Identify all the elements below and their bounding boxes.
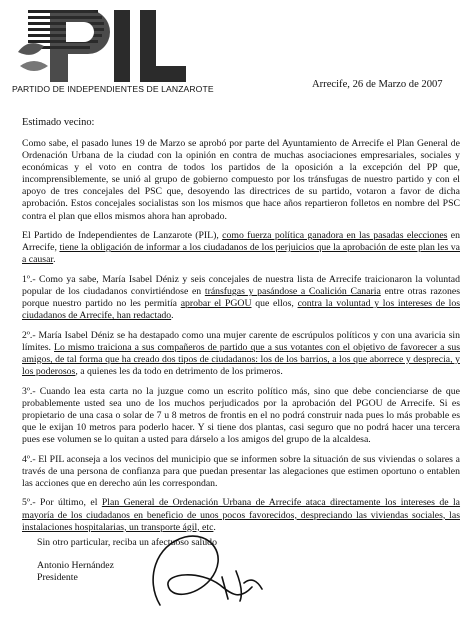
- paragraph-point-5: 5º.- Por último, el Plan General de Ordenación Urbana de Arrecife ataca directamente los intereses de la mayoría de los ciudadanos en beneficio de unos pocos favorecidos, despreciando las viviendas sociales, las instalaciones hospitalarias, un transporte ágil, etc.: [22, 497, 461, 533]
- signer-name: Antonio Hernández: [37, 560, 114, 571]
- paragraph-intro: Como sabe, el pasado lunes 19 de Marzo se aprobó por parte del Ayuntamiento de Arrecife el Plan General de Ordenación Urbana de la ciudad con la opinión en contra de muchas asociaciones empresariales, sociales y económicas y el voto en contra de todos los partidos de la oposición a la excepción del PP que, incomprensiblemente, se unió al grupo de gobierno compuesto por los tránsfugas de nuestro partido y con el apoyo de tres concejales del PSC que, desoyendo las directrices de su partido, votaron a favor de dicha aprobación. Estos concejales socialistas son los mismos que hace años repartieron folletos en nombre del PSC contra el plan que ellos mismos ahora han aprobado.: [22, 138, 460, 222]
- paragraph-point-2: 2º.- María Isabel Déniz se ha destapado como una mujer carente de escrúpulos políticos y con una avaricia sin límites. Lo mismo traiciona a sus compañeros de partido que a sus votantes con el objetivo de favorecer a sus amigos, de tal forma que ha creado dos tipos de ciudadanos: los de los barrios, a los que aborrece y desprecia, y los poderosos, a quienes les da todo en detrimento de los primeros.: [22, 329, 460, 378]
- closing-line: Sin otro particular, reciba un afectuoso saludo: [37, 537, 217, 548]
- paragraph-point-4: 4º.- El PIL aconseja a los vecinos del municipio que se informen sobre la situación de sus viviendas o solares a través de una persona de confianza para que puedan presentar las alegaciones que estimen oportuno o entablen las acciones que en derecho aún les correspondan.: [22, 453, 460, 489]
- handwritten-signature: [140, 525, 270, 615]
- signature-block: [37, 560, 114, 584]
- paragraph-point-3: 3º.- Cuando lea esta carta no la juzgue como un escrito político más, sino que debe concienciarse de que probablemente usted sea uno de los muchos perjudicados por la aprobación del PGOU de Arrecife. Si es propietario de una casa o solar de 7 u 8 metros de frontis en el no podrá construir nada pues lo más probable es que le exijan 10 metros para poderlo hacer. Y si tiene dos plantas, casi seguro que no podrá hacer una tercera pues ese volumen se lo quitan a usted para dárselo a los amigos del grupo de la alcaldesa.: [22, 385, 460, 446]
- party-name: PARTIDO DE INDEPENDIENTES DE LANZAROTE: [12, 84, 214, 94]
- paragraph-pil: El Partido de Independientes de Lanzarote (PIL), como fuerza política ganadora en las pasadas elecciones en Arrecife, tiene la obligación de informar a los ciudadanos de los perjuicios que la aprobación de este plan les va a causar.: [22, 230, 461, 266]
- greeting: Estimado vecino:: [22, 117, 95, 128]
- pil-logo-graphic: [10, 6, 195, 84]
- logo-lettering: PIL: [10, 6, 12, 7]
- signer-title: Presidente: [37, 572, 78, 583]
- letter-body: [22, 138, 460, 541]
- letter-date: Arrecife, 26 de Marzo de 2007: [312, 79, 443, 90]
- paragraph-point-1: 1º.- Como ya sabe, María Isabel Déniz y seis concejales de nuestra lista de Arrecife traicionaron la voluntad popular de los ciudadanos convirtiéndose en tránsfugas y pasándose a Coalición Canaria entre otras razones porque nuestro partido no les permitía aprobar el PGOU que ellos, contra la voluntad y los intereses de los ciudadanos de Arrecife, han redactado.: [22, 273, 461, 322]
